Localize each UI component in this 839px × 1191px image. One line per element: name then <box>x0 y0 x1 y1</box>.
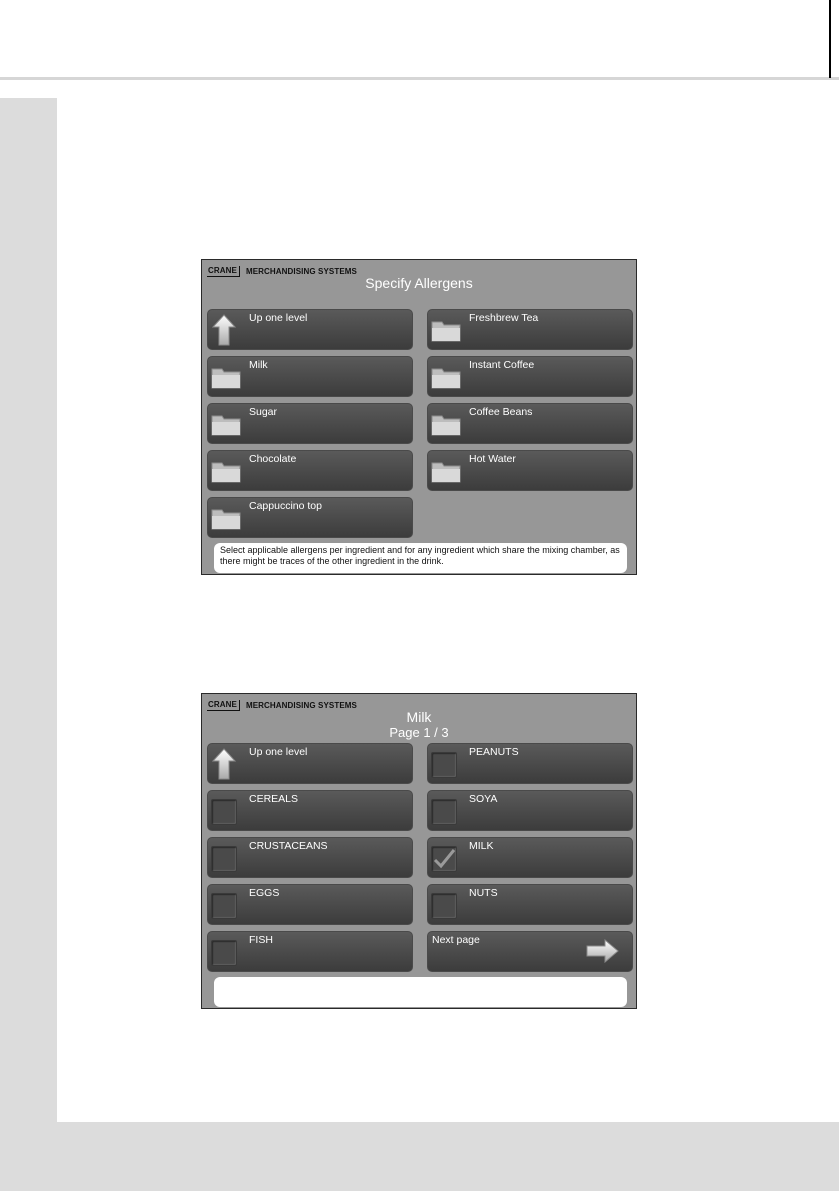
folder-icon <box>431 318 461 342</box>
brand-name: MERCHANDISING SYSTEMS <box>245 266 357 276</box>
tile-label: Chocolate <box>249 453 297 465</box>
tile-label: CRUSTACEANS <box>249 840 328 852</box>
tile-label: Coffee Beans <box>469 406 533 418</box>
screen-title: Specify Allergens <box>365 275 473 291</box>
screen-title: Milk <box>406 709 432 725</box>
allergen-peanuts-toggle[interactable] <box>427 743 633 784</box>
milk-allergens-screen <box>201 693 637 1009</box>
allergen-nuts-toggle[interactable] <box>427 884 633 925</box>
folder-chocolate-button[interactable] <box>207 450 413 491</box>
folder-icon <box>211 365 241 389</box>
checkbox[interactable] <box>431 799 457 825</box>
allergen-eggs-toggle[interactable] <box>207 884 413 925</box>
folder-icon <box>431 459 461 483</box>
bottom-margin-band <box>57 1122 839 1191</box>
page-indicator: Page 1 / 3 <box>389 725 449 740</box>
tile-label: CEREALS <box>249 793 299 805</box>
allergen-crustaceans-toggle[interactable] <box>207 837 413 878</box>
folder-milk-button[interactable] <box>207 356 413 397</box>
tile-label: Up one level <box>249 312 308 324</box>
tile-label: Sugar <box>249 406 278 418</box>
checkbox[interactable] <box>431 752 457 778</box>
folder-freshbrew-tea-button[interactable] <box>427 309 633 350</box>
folder-icon <box>211 506 241 530</box>
checkbox[interactable] <box>431 893 457 919</box>
info-message-box <box>214 977 627 1007</box>
folder-icon <box>431 412 461 436</box>
allergen-cereals-toggle[interactable] <box>207 790 413 831</box>
tile-label: MILK <box>469 840 494 852</box>
tile-label: Hot Water <box>469 453 516 465</box>
brand-name: MERCHANDISING SYSTEMS <box>245 700 357 710</box>
tile-label: FISH <box>249 934 273 946</box>
tile-label: Instant Coffee <box>469 359 535 371</box>
left-margin-band <box>0 98 57 1191</box>
next-page-button[interactable] <box>427 931 633 972</box>
right-arrow-icon <box>586 939 620 963</box>
tile-label: Next page <box>432 934 480 946</box>
folder-icon <box>431 365 461 389</box>
binding-mark <box>829 0 831 78</box>
allergen-soya-toggle[interactable] <box>427 790 633 831</box>
checkbox[interactable] <box>211 940 237 966</box>
crane-logo-text: CRANE <box>207 700 240 711</box>
folder-coffee-beans-button[interactable] <box>427 403 633 444</box>
checkbox[interactable] <box>211 846 237 872</box>
tile-label: Up one level <box>249 746 308 758</box>
up-one-level-button[interactable] <box>207 309 413 350</box>
crane-logo-text: CRANE <box>207 266 240 277</box>
tile-label: NUTS <box>469 887 498 899</box>
checkbox[interactable] <box>211 799 237 825</box>
info-message-box: Select applicable allergens per ingredient and for any ingredient which share the mixing chamber, as there might be traces of the other ingredient in the drink. <box>214 543 627 573</box>
specify-allergens-screen <box>201 259 637 575</box>
tile-label: EGGS <box>249 887 280 899</box>
checkbox[interactable] <box>211 893 237 919</box>
tile-label: Freshbrew Tea <box>469 312 539 324</box>
tile-label: PEANUTS <box>469 746 519 758</box>
page-top-rule <box>0 77 839 80</box>
checkmark-icon <box>432 847 456 871</box>
tile-label: Cappuccino top <box>249 500 322 512</box>
folder-icon <box>211 412 241 436</box>
tile-label: SOYA <box>469 793 498 805</box>
folder-icon <box>211 459 241 483</box>
folder-sugar-button[interactable] <box>207 403 413 444</box>
up-arrow-icon <box>211 747 237 781</box>
allergen-milk-toggle[interactable] <box>427 837 633 878</box>
folder-cappuccino-top-button[interactable] <box>207 497 413 538</box>
folder-instant-coffee-button[interactable] <box>427 356 633 397</box>
checkbox[interactable] <box>431 846 457 872</box>
up-one-level-button[interactable] <box>207 743 413 784</box>
tile-label: Milk <box>249 359 268 371</box>
folder-hot-water-button[interactable] <box>427 450 633 491</box>
allergen-fish-toggle[interactable] <box>207 931 413 972</box>
up-arrow-icon <box>211 313 237 347</box>
